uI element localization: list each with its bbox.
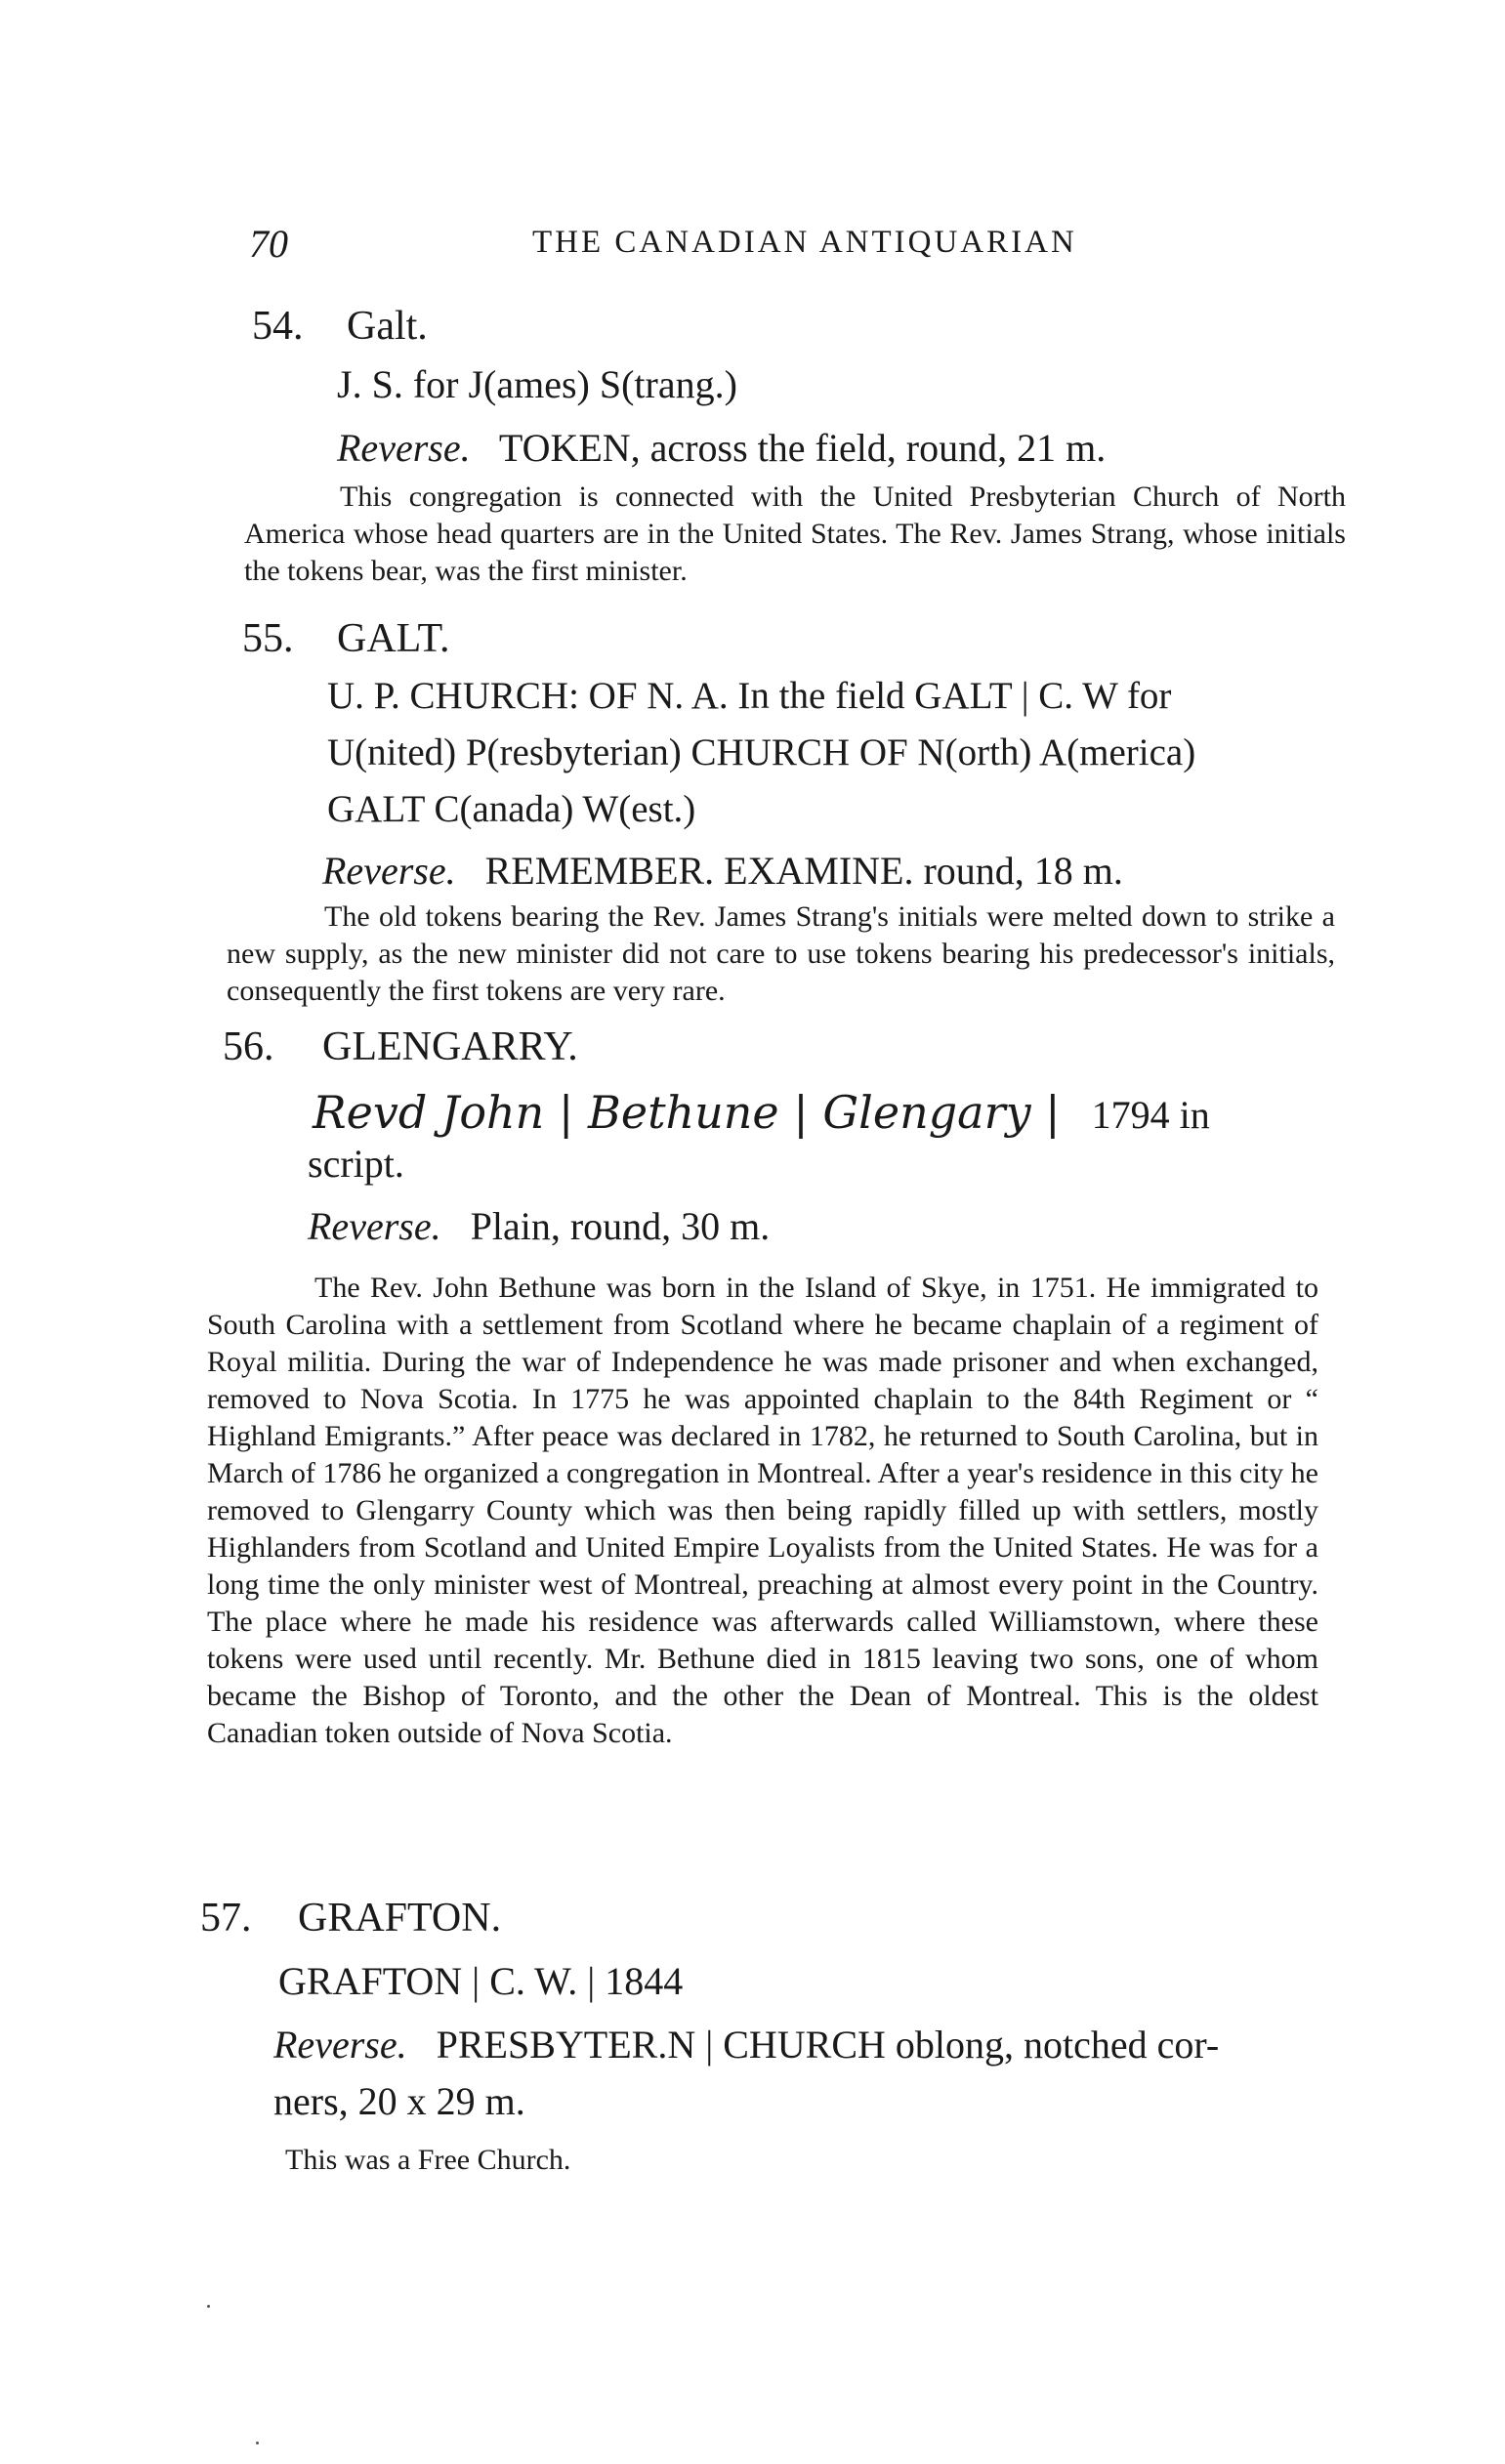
entry-note: The old tokens bearing the Rev. James Strang's initials were melted down to strike a new supply, as the new minister did not care to use tokens bearing his predecessor's initials, consequently the first tokens are very rare. [227,900,1335,1007]
reverse-label: Reverse. [322,849,456,893]
entry-place: Galt. [347,304,428,349]
reverse-line [322,848,1123,894]
scan-speck [256,2442,259,2444]
entry-place: GALT. [337,616,450,661]
running-title: THE CANADIAN ANTIQUARIAN [532,225,1077,260]
obverse-script-line [313,1086,1210,1139]
page-number: 70 [249,222,288,266]
reverse-line [337,425,1106,471]
reverse-label: Reverse. [337,426,471,470]
entry-number: 57. [200,1896,252,1941]
entry-note: This congregation is connected with the United Presbyterian Church of North America whose head quarters are in the United States. The Rev. James Strang, whose initials the tokens bear, was the first minister. [244,480,1346,587]
scan-speck [207,2305,210,2308]
reverse-text: TOKEN, across the field, round, 21 m. [498,426,1107,470]
reverse-label: Reverse. [273,2023,407,2067]
entry-number: 54. [252,304,304,349]
obverse-inscription: J. S. for J(ames) S(trang.) [337,362,737,406]
entry-note: The Rev. John Bethune was born in the Island of Skye, in 1751. He immigrated to South Carolina with a settlement from Scotland where he became chaplain of a regiment of Royal militia. During the war of Independence he was made prisoner and when exchanged, removed to Nova Scotia. In 1775 he was appointed chaplain to the 84th Regiment or “ Highland Emigrants.” After peace was declared in 1782, he returned to South Carolina, but in March of 1786 he organized a congregation in Montreal. After a year's residence in this city he removed to Glengarry County which was then being rapidly filled up with settlers, mostly Highlanders from Scotland and United Empire Loyalists from the United States. He was for a long time the only minister west of Montreal, preaching at almost every point in the Country. The place where he made his residence was afterwards called Williamstown, where these tokens were used until recently. Mr. Bethune died in 1815 leaving two sons, one of whom became the Bishop of Toronto, and the other the Dean of Montreal. This is the oldest Canadian token outside of Nova Scotia. [207,1272,1318,1749]
obverse-inscription: U. P. CHURCH: OF N. A. In the field GALT | C. W for [327,675,1172,717]
entry-place: GRAFTON. [298,1896,502,1941]
obverse-inscription-location: GALT C(anada) W(est.) [327,788,696,830]
reverse-text: PRESBYTER.N | CHURCH oblong, notched cor- [436,2023,1220,2067]
obverse-inscription: GRAFTON | C. W. | 1844 [278,1959,684,2003]
reverse-label: Reverse. [308,1204,441,1248]
obverse-script-inscription: Revd John | Bethune | Glengary | [313,1086,1061,1139]
reverse-text: REMEMBER. EXAMINE. round, 18 m. [484,849,1123,893]
entry-number: 55. [242,616,294,661]
obverse-year: 1794 in [1091,1093,1210,1137]
entry-note: This was a Free Church. [285,2144,571,2176]
entry-number: 56. [223,1024,274,1069]
entry-place: GLENGARRY. [322,1024,578,1069]
obverse-note: script. [308,1142,404,1186]
reverse-text-continued: ners, 20 x 29 m. [273,2079,525,2123]
reverse-line [308,1203,770,1249]
page-header [249,221,1089,270]
reverse-line [273,2022,1219,2067]
reverse-text: Plain, round, 30 m. [470,1204,771,1248]
obverse-inscription-expanded: U(nited) P(resbyterian) CHURCH OF N(orth) A(merica) [327,731,1196,773]
